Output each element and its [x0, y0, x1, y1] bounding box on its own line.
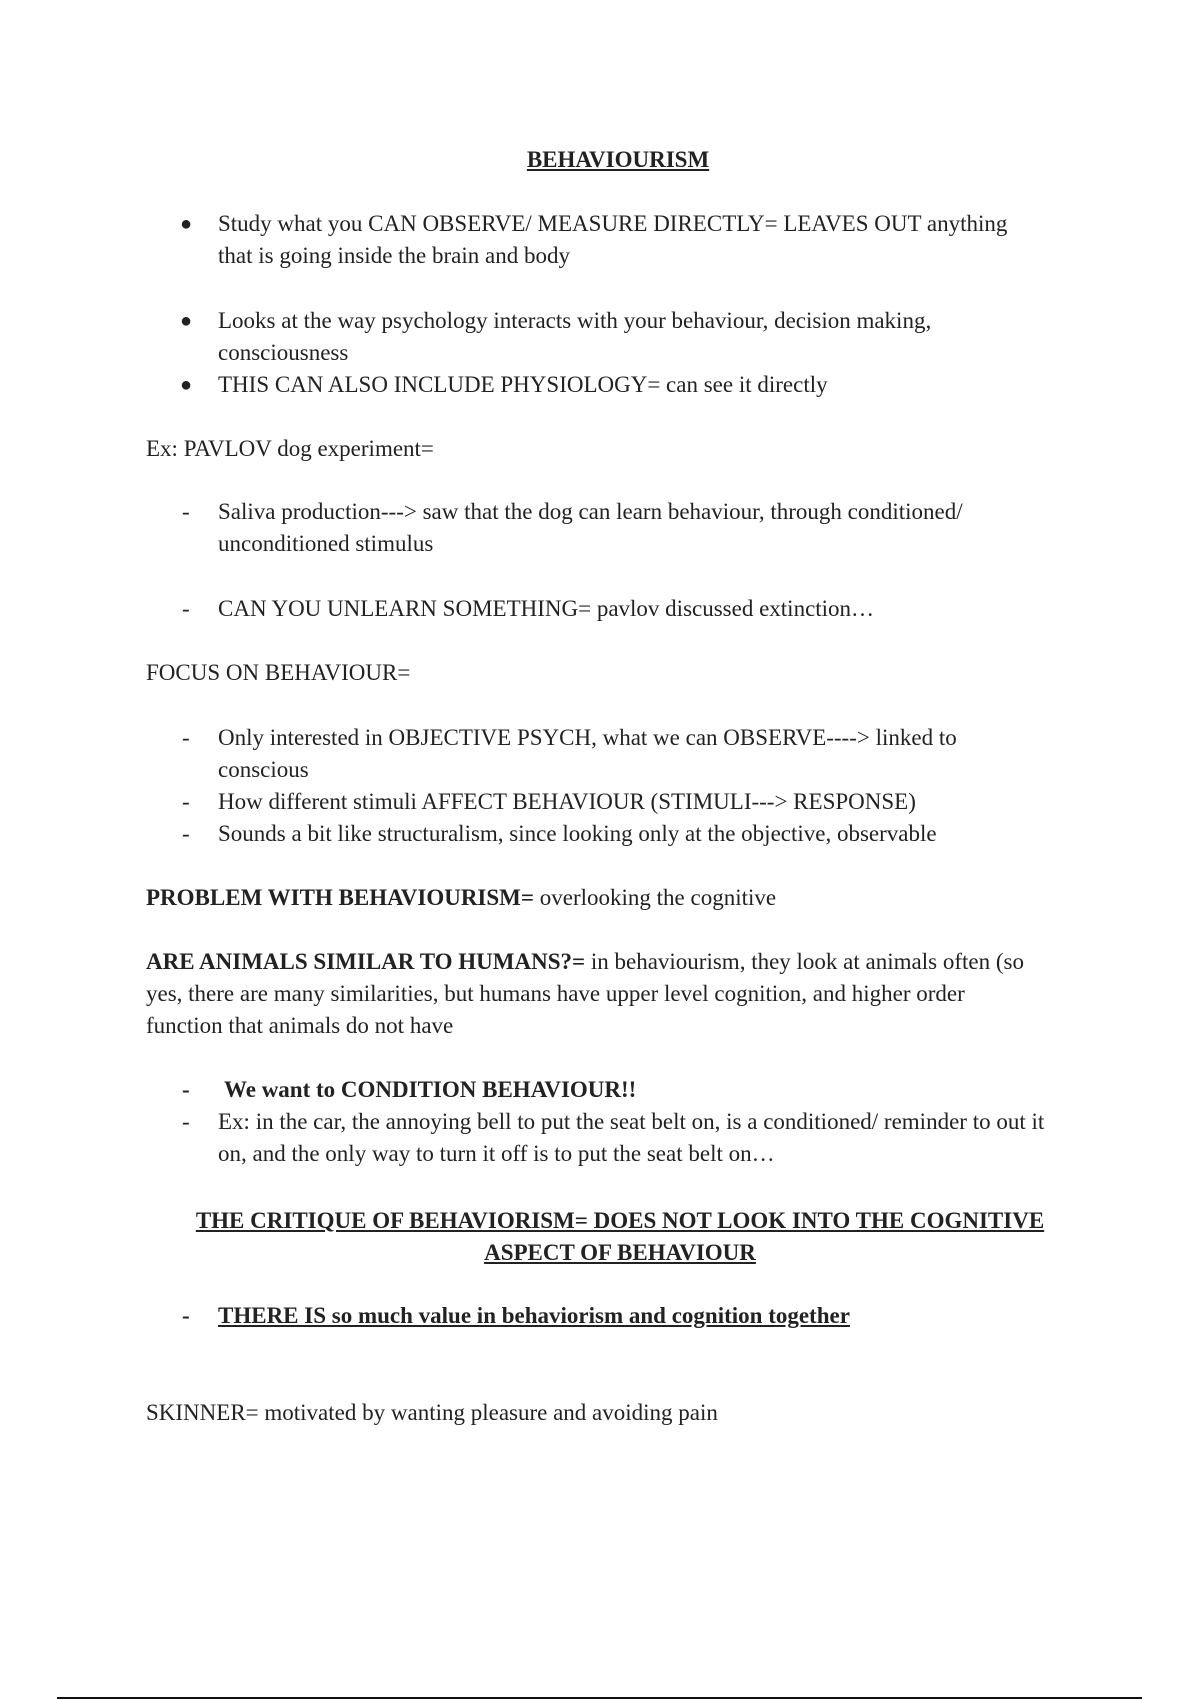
- list-line: Only interested in OBJECTIVE PSYCH, what we can OBSERVE----> linked to: [218, 725, 957, 750]
- list-item: [218, 1106, 1118, 1170]
- critique-heading: [160, 1205, 1080, 1269]
- dash-icon: -: [182, 596, 190, 621]
- list-item: [218, 786, 1078, 818]
- list-item: [218, 593, 1078, 625]
- list-line: Ex: in the car, the annoying bell to put the seat belt on, is a conditioned/ reminder to out it: [218, 1109, 1045, 1134]
- animals-paragraph: [146, 946, 1106, 1042]
- list-item: [218, 722, 1078, 786]
- bullet-dot-icon: ●: [180, 213, 193, 235]
- focus-heading: FOCUS ON BEHAVIOUR=: [146, 660, 411, 685]
- dash-icon: -: [182, 1303, 190, 1328]
- bullet-dot-icon: ●: [180, 374, 193, 396]
- list-line: CAN YOU UNLEARN SOMETHING= pavlov discussed extinction…: [218, 596, 875, 621]
- problem-text: overlooking the cognitive: [534, 885, 777, 910]
- bottom-rule: [57, 1697, 1142, 1699]
- list-line: Saliva production---> saw that the dog can learn behaviour, through conditioned/: [218, 499, 963, 524]
- list-line: unconditioned stimulus: [218, 531, 434, 556]
- critique-line: THE CRITIQUE OF BEHAVIORISM= DOES NOT LOOK INTO THE COGNITIVE: [195, 1208, 1045, 1233]
- dash-icon: -: [182, 1109, 190, 1134]
- bullet-line: consciousness: [218, 340, 349, 365]
- bullet-line: Looks at the way psychology interacts with your behaviour, decision making,: [218, 308, 932, 333]
- problem-paragraph: [146, 882, 1106, 914]
- dash-icon: -: [182, 789, 190, 814]
- bullet-item: [218, 208, 1078, 272]
- critique-line: ASPECT OF BEHAVIOUR: [484, 1240, 756, 1265]
- skinner-paragraph: SKINNER= motivated by wanting pleasure and avoiding pain: [146, 1400, 718, 1425]
- list-line: THERE IS so much value in behaviorism and cognition together: [218, 1303, 850, 1328]
- bullet-item: [218, 305, 1078, 369]
- page-title: BEHAVIOURISM: [526, 147, 710, 172]
- dash-icon: -: [182, 821, 190, 846]
- example-heading: Ex: PAVLOV dog experiment=: [146, 436, 434, 461]
- list-item: [224, 1074, 1084, 1106]
- animals-text: yes, there are many similarities, but humans have upper level cognition, and higher order: [146, 981, 965, 1006]
- bullet-dot-icon: ●: [180, 310, 193, 332]
- animals-text: in behaviourism, they look at animals often (so: [585, 949, 1024, 974]
- list-line: conscious: [218, 757, 309, 782]
- list-line: We want to CONDITION BEHAVIOUR!!: [224, 1077, 637, 1102]
- animals-text: function that animals do not have: [146, 1013, 454, 1038]
- list-line: on, and the only way to turn it off is to put the seat belt on…: [218, 1141, 775, 1166]
- animals-label: ARE ANIMALS SIMILAR TO HUMANS?=: [146, 949, 586, 974]
- bullet-item: [218, 369, 1078, 401]
- list-line: How different stimuli AFFECT BEHAVIOUR (STIMULI---> RESPONSE): [218, 789, 916, 814]
- dash-icon: -: [182, 1077, 190, 1102]
- bullet-line: THIS CAN ALSO INCLUDE PHYSIOLOGY= can see it directly: [218, 372, 828, 397]
- bullet-line: that is going inside the brain and body: [218, 243, 570, 268]
- list-line: Sounds a bit like structuralism, since looking only at the objective, observable: [218, 821, 937, 846]
- dash-icon: -: [182, 725, 190, 750]
- bullet-line: Study what you CAN OBSERVE/ MEASURE DIRECTLY= LEAVES OUT anything: [218, 211, 1008, 236]
- dash-icon: -: [182, 499, 190, 524]
- list-item: [218, 818, 1078, 850]
- list-item: [218, 1300, 1078, 1332]
- problem-label: PROBLEM WITH BEHAVIOURISM=: [146, 885, 534, 910]
- list-item: [218, 496, 1078, 560]
